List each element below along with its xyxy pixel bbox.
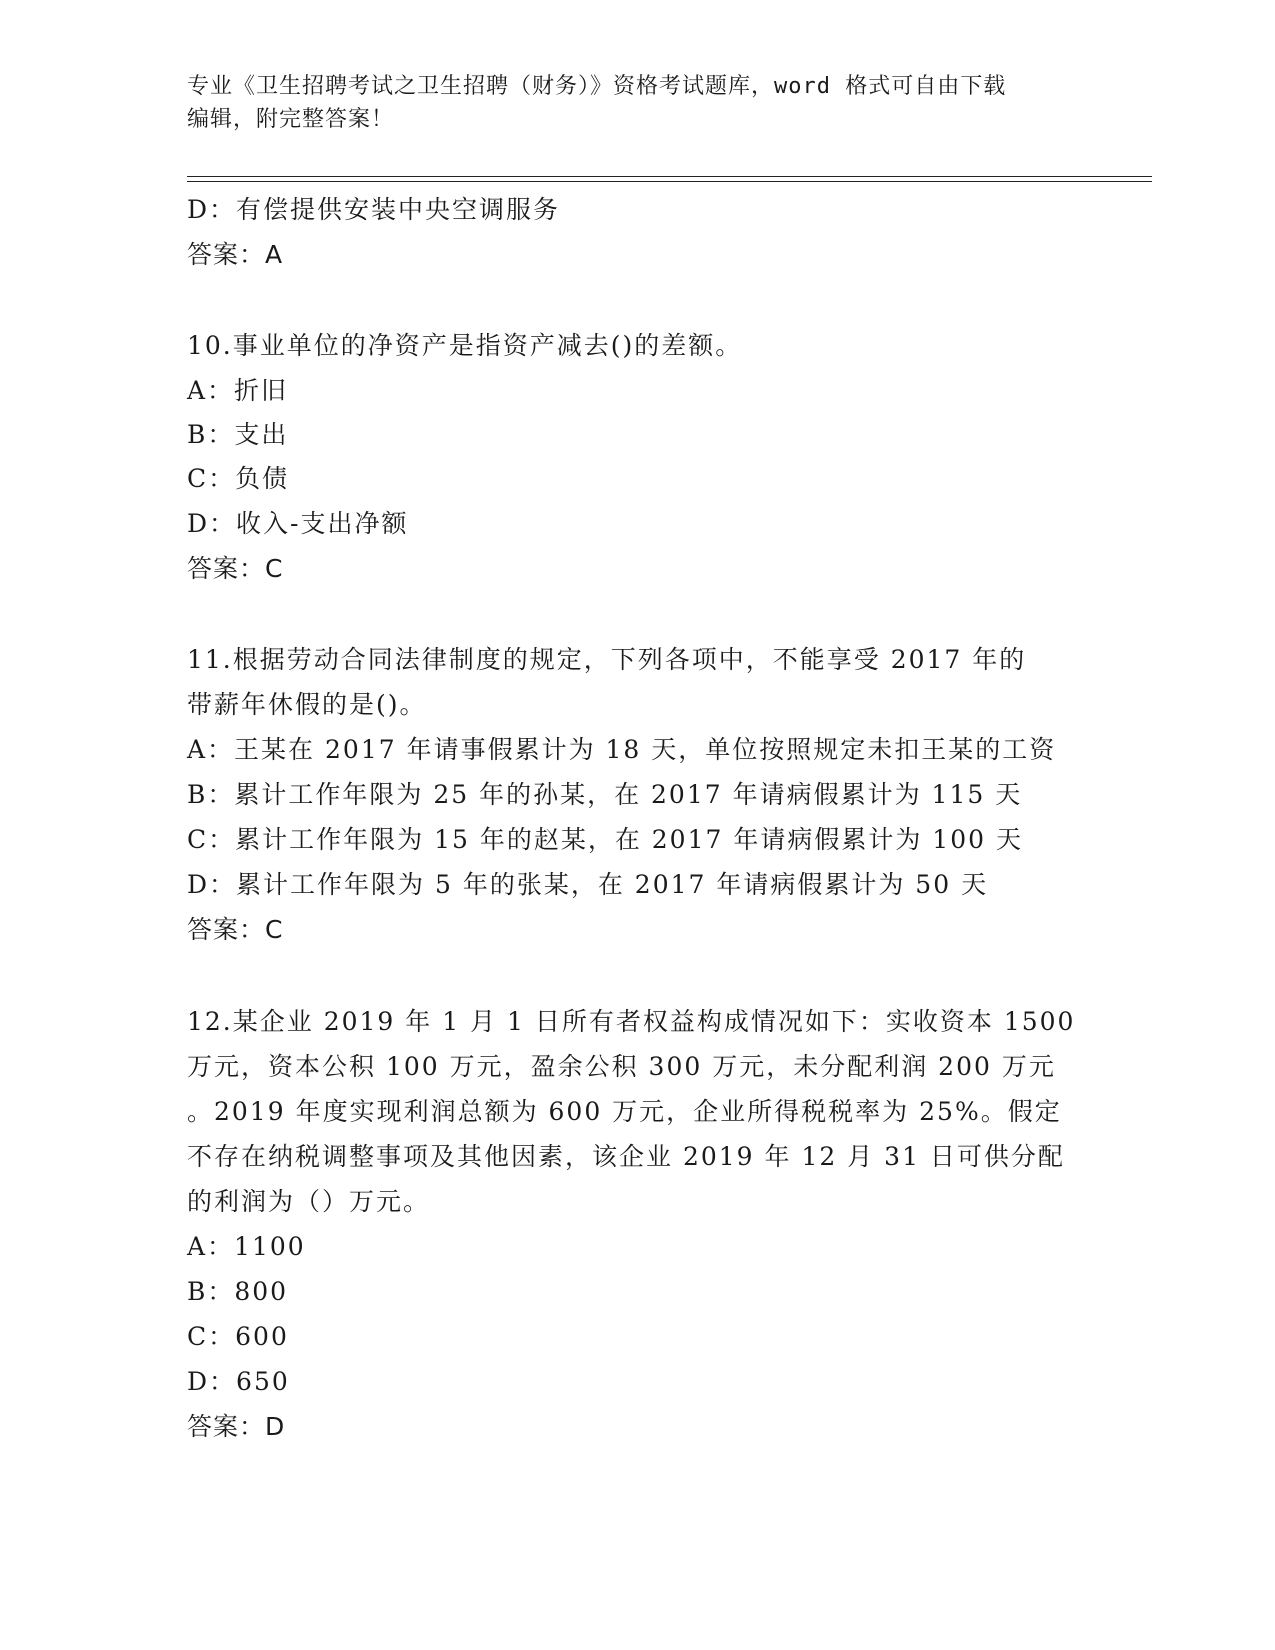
q10-option-b: B：支出 <box>187 420 289 449</box>
q10-option-c: C：负债 <box>187 464 290 493</box>
q11-option-a: A：王某在 2017 年请事假累计为 18 天，单位按照规定未扣王某的工资 <box>187 735 1057 764</box>
q11-answer: 答案：C <box>187 915 284 944</box>
q12-option-a: A：1100 <box>187 1232 306 1261</box>
prev-option-d: D：有偿提供安装中央空调服务 <box>187 195 561 224</box>
q11-option-d: D：累计工作年限为 5 年的张某，在 2017 年请病假累计为 50 天 <box>187 870 989 899</box>
header-line-2: 编辑，附完整答案！ <box>187 107 395 132</box>
header-divider-bottom <box>187 181 1152 182</box>
q12-stem-line-1: 12.某企业 2019 年 1 月 1 日所有者权益构成情况如下：实收资本 1500 <box>187 1007 1076 1036</box>
q10-option-a: A：折旧 <box>187 376 289 405</box>
q12-option-c: C：600 <box>187 1322 289 1351</box>
header-line-1: 专业《卫生招聘考试之卫生招聘（财务）》资格考试题库，word 格式可自由下载 <box>187 74 1007 99</box>
q11-stem-line-2: 带薪年休假的是()。 <box>187 690 427 719</box>
q12-stem-line-2: 万元，资本公积 100 万元，盈余公积 300 万元，未分配利润 200 万元 <box>187 1052 1056 1081</box>
prev-answer: 答案：A <box>187 240 284 269</box>
q12-option-d: D：650 <box>187 1367 290 1396</box>
q11-option-b: B：累计工作年限为 25 年的孙某，在 2017 年请病假累计为 115 天 <box>187 780 1023 809</box>
q10-option-d: D：收入-支出净额 <box>187 509 409 538</box>
document-header <box>187 70 1077 136</box>
q12-stem-line-5: 的利润为（）万元。 <box>187 1187 431 1216</box>
q12-stem-line-4: 不存在纳税调整事项及其他因素，该企业 2019 年 12 月 31 日可供分配 <box>187 1142 1065 1171</box>
q12-option-b: B：800 <box>187 1277 289 1306</box>
q10-answer: 答案：C <box>187 554 284 583</box>
q12-stem-line-3: 。2019 年度实现利润总额为 600 万元，企业所得税税率为 25%。假定 <box>187 1097 1062 1126</box>
header-divider-top <box>187 176 1152 177</box>
q11-stem-line-1: 11.根据劳动合同法律制度的规定，下列各项中，不能享受 2017 年的 <box>187 645 1027 674</box>
q10-stem: 10.事业单位的净资产是指资产减去()的差额。 <box>187 331 743 360</box>
q12-answer: 答案：D <box>187 1412 286 1441</box>
q11-option-c: C：累计工作年限为 15 年的赵某，在 2017 年请病假累计为 100 天 <box>187 825 1023 854</box>
